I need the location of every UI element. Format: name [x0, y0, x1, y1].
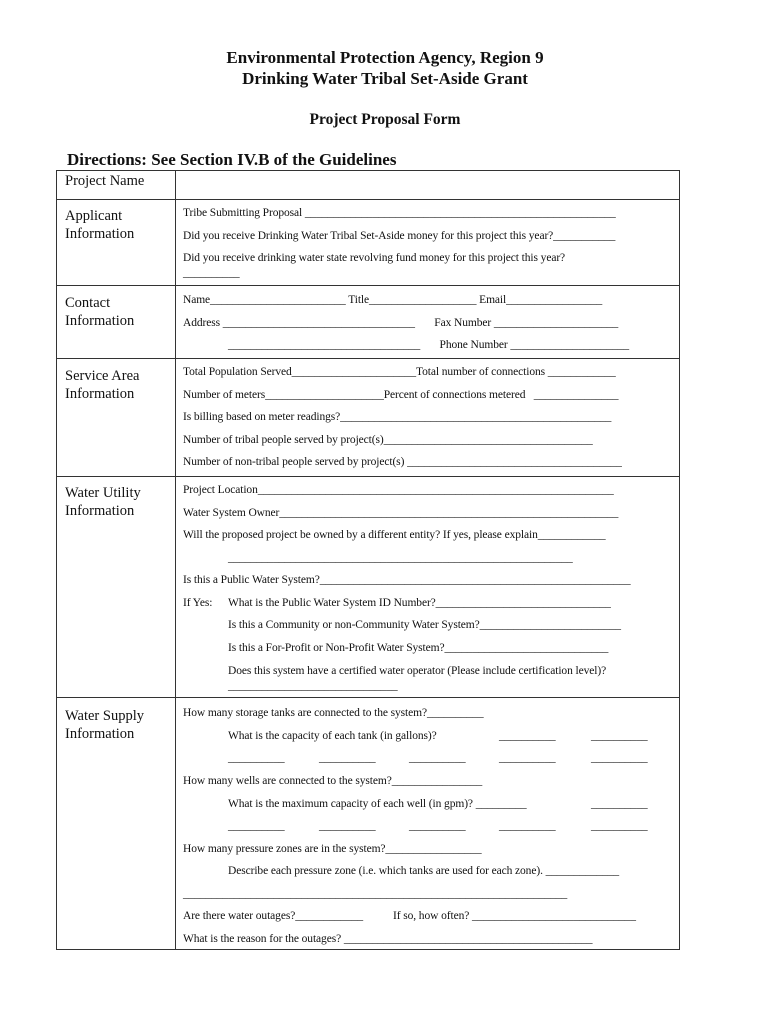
pressure-zone-description-blank[interactable]: ____________________________________________________________________ — [183, 888, 568, 900]
well-capacity-blank[interactable]: __________ — [591, 820, 648, 832]
tank-capacity-blank[interactable]: __________ — [591, 752, 648, 764]
address-fax-field[interactable]: Address __________________________________ Fax Number ______________________ — [183, 317, 619, 329]
population-connections-field[interactable]: Total Population Served______________________Total number of connections ____________ — [183, 366, 616, 378]
well-capacity-blank[interactable]: __________ — [228, 820, 285, 832]
storage-tanks-field[interactable]: How many storage tanks are connected to the system?__________ — [183, 707, 484, 719]
if-yes-label: If Yes: — [183, 597, 213, 609]
proposal-form-table — [56, 170, 680, 950]
address-phone-field[interactable]: __________________________________ Phone Number _____________________ — [228, 339, 630, 351]
row-divider — [57, 199, 679, 200]
tank-capacity-question: What is the capacity of each tank (in gallons)? — [228, 730, 437, 742]
meters-percent-field[interactable]: Number of meters_____________________Percent of connections metered _______________ — [183, 389, 619, 401]
contact-section-label: Contact Information — [65, 295, 135, 329]
column-divider — [175, 171, 176, 949]
pressure-zones-field[interactable]: How many pressure zones are in the system?_________________ — [183, 843, 482, 855]
form-title: Project Proposal Form — [309, 111, 461, 128]
tank-capacity-blank[interactable]: __________ — [499, 752, 556, 764]
utility-section-label: Water Utility Information — [65, 485, 141, 519]
tribal-people-field[interactable]: Number of tribal people served by project(s)_____________________________________ — [183, 434, 593, 446]
pressure-zone-description-field[interactable]: Describe each pressure zone (i.e. which tanks are used for each zone). _____________ — [228, 865, 620, 877]
directions-text: Directions: See Section IV.B of the Guidelines — [67, 150, 397, 169]
outage-frequency-field[interactable]: If so, how often? _____________________________ — [393, 910, 636, 922]
name-title-email-field[interactable]: Name________________________ Title___________________ Email_________________ — [183, 294, 603, 306]
srf-money-field[interactable]: __________ — [183, 267, 240, 279]
well-capacity-blank[interactable]: __________ — [409, 820, 466, 832]
service-section-label: Service Area Information — [65, 368, 140, 402]
tank-capacity-blank[interactable]: __________ — [591, 730, 648, 742]
water-outages-field[interactable]: Are there water outages?____________ — [183, 910, 364, 922]
set-aside-money-field[interactable]: Did you receive Drinking Water Tribal Set-Aside money for this project this year?___________ — [183, 230, 616, 242]
srf-money-question: Did you receive drinking water state revolving fund money for this project this year? — [183, 252, 566, 264]
community-system-field[interactable]: Is this a Community or non-Community Water System?_________________________ — [228, 619, 621, 631]
tank-capacity-blank[interactable]: __________ — [499, 730, 556, 742]
billing-field[interactable]: Is billing based on meter readings?________________________________________________ — [183, 411, 612, 423]
well-capacity-blank[interactable]: __________ — [591, 798, 648, 810]
applicant-section-label: Applicant Information — [65, 208, 135, 242]
grant-heading: Drinking Water Tribal Set-Aside Grant — [242, 69, 528, 88]
agency-heading: Environmental Protection Agency, Region 9 — [226, 48, 544, 67]
different-entity-field[interactable]: Will the proposed project be owned by a different entity? If yes, please explain____________ — [183, 529, 606, 541]
supply-section-label: Water Supply Information — [65, 708, 144, 742]
row-divider — [57, 697, 679, 698]
wells-field[interactable]: How many wells are connected to the system?________________ — [183, 775, 483, 787]
tank-capacity-blank[interactable]: __________ — [319, 752, 376, 764]
tank-capacity-blank[interactable]: __________ — [409, 752, 466, 764]
tribe-submitting-field[interactable]: Tribe Submitting Proposal _______________________________________________________ — [183, 207, 616, 219]
tank-capacity-blank[interactable]: __________ — [228, 752, 285, 764]
project-name-label: Project Name — [65, 173, 145, 189]
nontribal-people-field[interactable]: Number of non-tribal people served by project(s) ______________________________________ — [183, 456, 622, 468]
certified-operator-field[interactable]: ______________________________ — [228, 680, 398, 692]
public-water-system-field[interactable]: Is this a Public Water System?_______________________________________________________ — [183, 574, 631, 586]
row-divider — [57, 476, 679, 477]
profit-system-field[interactable]: Is this a For-Profit or Non-Profit Water System?_____________________________ — [228, 642, 609, 654]
outage-reason-field[interactable]: What is the reason for the outages? ____________________________________________ — [183, 933, 593, 945]
row-divider — [57, 358, 679, 359]
different-entity-explain-field[interactable]: _____________________________________________________________ — [228, 552, 573, 564]
well-capacity-blank[interactable]: __________ — [319, 820, 376, 832]
project-location-field[interactable]: Project Location_______________________________________________________________ — [183, 484, 614, 496]
project-name-field[interactable] — [183, 177, 663, 195]
certified-operator-question: Does this system have a certified water operator (Please include certification level)? — [228, 665, 607, 677]
well-capacity-blank[interactable]: __________ — [499, 820, 556, 832]
row-divider — [57, 285, 679, 286]
pws-id-field[interactable]: What is the Public Water System ID Number?_______________________________ — [228, 597, 611, 609]
well-capacity-field[interactable]: What is the maximum capacity of each well (in gpm)? _________ — [228, 798, 527, 810]
system-owner-field[interactable]: Water System Owner____________________________________________________________ — [183, 507, 619, 519]
